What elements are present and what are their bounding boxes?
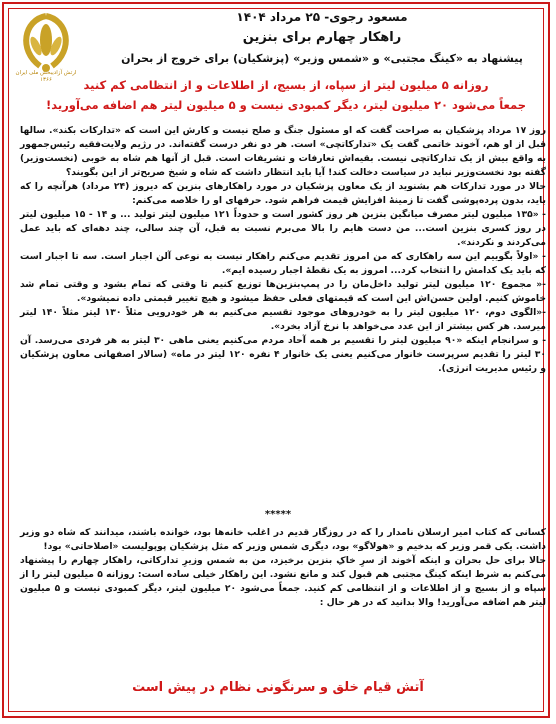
- article-subtitle: پیشنهاد به «کینگ مجتبی» و «شمس وزیر» (پزشکیان) برای خروج از بحران: [121, 52, 523, 65]
- paragraph: -«الگوی دوم، ۱۲۰ میلیون لیتر را به خودروهای موجود تقسیم می‌کنیم به هر خودرویی مثلاً ۱۳۰ لیتر مثلاً ۱۴۰ لیتر میرسد. هر کس بیشتر از این عدد می‌خواهد با نرخ آزاد بخرد».: [20, 307, 546, 332]
- paragraph: روز ۱۷ مرداد پزشکیان به صراحت گفت که او مسئول جنگ و صلح نیست و کارش این است که «تدارکات بکند». سالها قبل از او هم، آخوند خاتمی گفت یک «تدارکاتچی» است. هر دو نفر درست گفته‌اند. در رژیم ولایت‌فقیه رئیس‌جمهور به واقع بیش از یک تدارکاتچی نیست. بقیه‌اش تعارفات و تشریفات است. قبل از آنها هم شاه به خوبی (نخست‌وزیر) گفته بود نخست‌وزیر نباید در سیاست دخالت کند! آیا باید انتظار داشت که شاه و شیخ صریح‌تر از این بگویند؟: [20, 125, 546, 178]
- paragraph: حالا برای حل بحران و اینکه آخوند از سرِ خاکِ بنزین برخیزد، من به شمس وزیرِ تدارکاتی، راهکار چهارم را پیشنهاد می‌کنم به شرط اینکه کینگ مجتبی هم قبول کند و مانع نشود. این راهکار خیلی ساده است: روزانه ۵ میلیون لیتر را از سپاه و از بسیج و از اطلاعات و از انتظامی کم کنید. جمعاً می‌شود ۲۰ میلیون لیتر، دیگر کمبودی نیست و ۵ میلیون لیتر هم اضافه می‌آورید! والا بدانید که در هر حال :: [20, 555, 546, 608]
- article-title: راهکار چهارم برای بنزین: [242, 30, 402, 45]
- wheat-emblem-icon: [10, 10, 82, 76]
- logo-caption-name: ارتش آزادیبخش ملی ایران: [15, 70, 77, 76]
- closing-slogan: آتش قیام خلق و سرنگونی نظام در پیش است: [132, 680, 424, 695]
- paragraph: - «۱۳۵ میلیون لیتر مصرف میانگین بنزین هر روز کشور است و حدوداً ۱۲۱ میلیون لیتر تولید ... و ۱۴ - ۱۵ میلیون لیتر در روز کسری بنزین است... من دست هایم را بالا می‌برم نسبت به قبل، آن چند سالی، چند دهه‌ای که باید عمل می‌کردند و نکردند».: [20, 209, 546, 248]
- article-section-1: [20, 124, 546, 376]
- paragraph: - «اولاً بگوییم این سه راهکاری که من امروز تقدیم می‌کنم راهکار نیست به نوعی آلن اجبار است. سه تا اجبار است که باید یک کدامش را انتخاب کرد... امروز به یک نقطهٔ اجبار رسیده ایم».: [20, 251, 546, 276]
- headline-red-2: جمعاً می‌شود ۲۰ میلیون لیتر، دیگر کمبودی نیست و ۵ میلیون لیتر هم اضافه می‌آورید!: [45, 98, 527, 112]
- paragraph: -« مجموع ۱۲۰ میلیون لیتر تولید داخل‌مان را در پمپ‌بنزین‌ها توزیع کنیم تا وقتی که تمام بشود و وقتی تمام شد خاموش کنیم. اولین حسن‌اش این است که قیمتهای فعلی حفظ میشود و هیچ تغییر قیمتی داده نمیشود».: [20, 279, 546, 304]
- article-section-2: [20, 526, 546, 610]
- author-date-line: مسعود رجوی- ۲۵ مرداد ۱۴۰۴: [236, 10, 408, 24]
- paragraph: - و سرانجام اینکه «۹۰ میلیون لیتر را تقسیم بر همه آحاد مردم می‌کنیم یعنی ماهی ۳۰ لیتر به هر فردی می‌رسد. آن ۳۰ لیتر را تقدیم سرپرست خانوار می‌کنیم یعنی یک خانوار ۴ نفره ۱۲۰ لیتر در ماه» (سالار اصفهانی معاون پزشکیان و رئیس مدیریت انرژی).: [20, 335, 547, 374]
- section-separator: *****: [264, 509, 292, 520]
- headline-red-1: روزانه ۵ میلیون لیتر از سپاه، از بسیج، از اطلاعات و از انتظامی کم کنید: [83, 78, 489, 92]
- paragraph: حالا در مورد تدارکات هم بشنوید از یک معاون پزشکیان در مورد راهکارهای بنزین که دیروز (۲۴ مرداد) هرآنچه را که باید، بدون پرده‌پوشی گفت تا زمینهٔ افزایش قیمت فراهم شود. حرفهای او را خلاصه می‌کنم:: [20, 181, 546, 206]
- paragraph: کسانی که کتاب امیر ارسلان نامدار را که در روزگار قدیم در اغلب خانه‌ها بود، خوانده باشند، میدانند که شاه دو وزیر داشت. یکی قمر وزیر که بدخیم و «هولاگو» بود، دیگری شمس وزیر که مثل پزشکیان پوپولیست «اصلاحاتی» بود!: [20, 527, 546, 552]
- logo-caption-year: ۱۳۶۶: [40, 77, 52, 84]
